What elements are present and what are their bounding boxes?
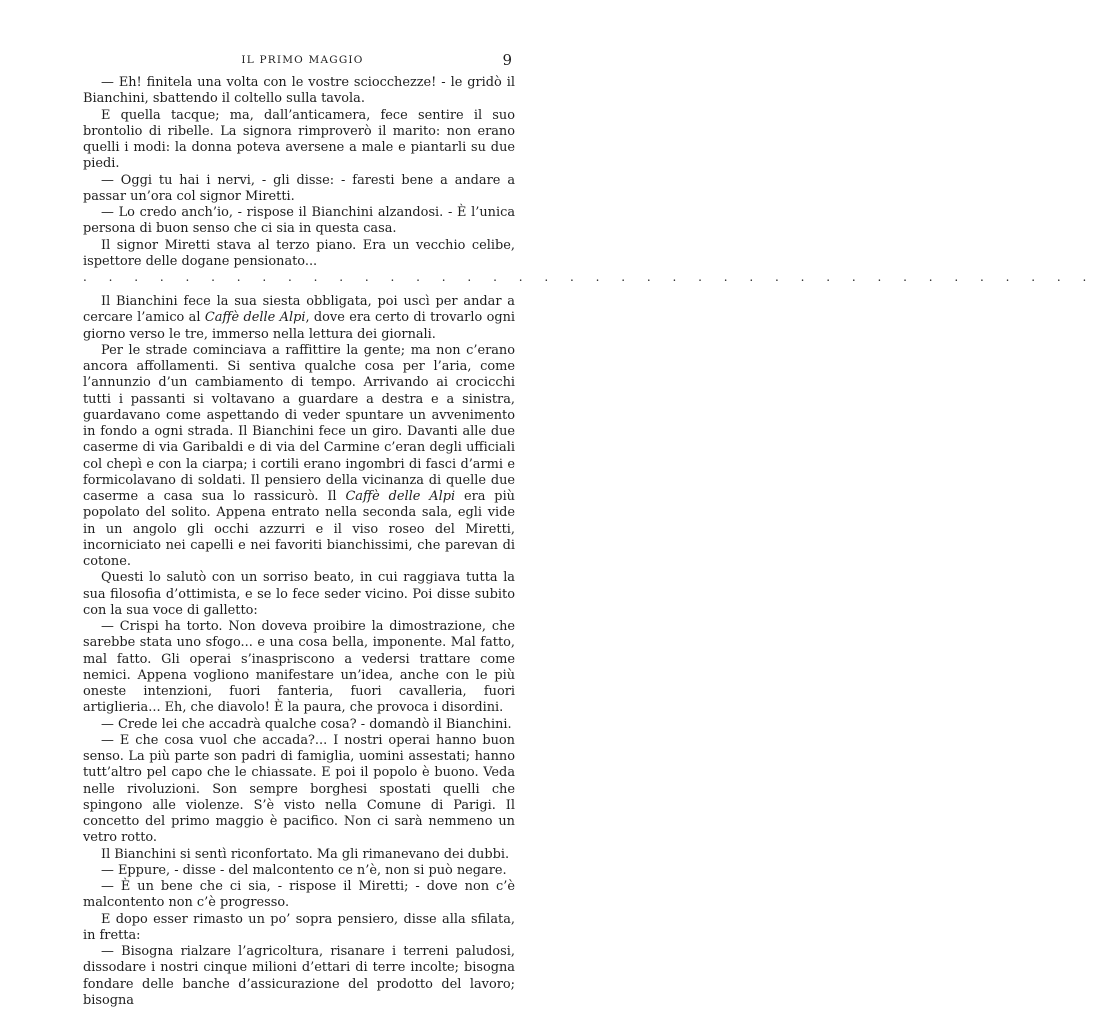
paragraph: Il signor Miretti stava al terzo piano. Era un vecchio celibe, ispettore delle dogane pensionato... (83, 237, 515, 269)
cafe-name: Caffè delle Alpi (204, 310, 306, 326)
paragraph: — Eh! finitela una volta con le vostre sciocchezze! - le gridò il Bianchini, sbattendo il coltello sulla tavola. (83, 75, 515, 107)
running-title: IL PRIMO MAGGIO (241, 54, 364, 66)
page-number: 9 (502, 51, 512, 69)
paragraph: Il Bianchini si sentì riconfortato. Ma gli rimanevano dei dubbi. (101, 846, 510, 862)
paragraph: — E che cosa vuol che accada?... I nostri operai hanno buon senso. La più parte son padri di famiglia, uomini assestati; hanno tutt’altro pel capo che le chiassate. E poi il popolo è buono. Veda nelle rivoluzioni. Son sempre borghesi spostati quelli che spingono alle violenze. S’è visto nella Comune di Parigi. Il concetto del primo maggio è pacifico. Non ci sarà nemmeno un vetro rotto. (83, 732, 515, 846)
paragraph: — Eppure, - disse - del malcontento ce n’è, non si può negare. (101, 862, 507, 878)
paragraph: — Lo credo anch’io, - rispose il Bianchini alzandosi. - È l’unica persona di buon senso che ci sia in questa casa. (83, 205, 515, 237)
running-head (0, 51, 605, 70)
paragraph: Il Bianchini fece la sua siesta obbligata, poi uscì per andar a cercare l’amico al Caffè delle Alpi, dove era certo di trovarlo ogni giorno verso le tre, immerso nella lettura dei giornali. (83, 294, 516, 342)
paragraph: — Crispi ha torto. Non doveva proibire la dimostrazione, che sarebbe stata uno sfogo... e una cosa bella, imponente. Mal fatto, mal fatto. Gli operai s’inaspriscono a vedersi trattare come nemici. Appena vogliono manifestare un’idea, anche con le più oneste intenzioni, fuori fanteria, fuori cavalleria, fuori artiglieria... Eh, che diavolo! È la paura, che provoca i disordini. (83, 619, 515, 716)
paragraph: — Bisogna rialzare l’agricoltura, risanare i terreni paludosi, dissodare i nostri cinque milioni d’ettari di terre incolte; bisogna fondare delle banche d’assicurazione del prodotto del lavoro; bisogna (83, 944, 515, 1008)
paragraph: E quella tacque; ma, dall’anticamera, fece sentire il suo brontolio di ribelle. La signora rimproverò il marito: non erano quelli i modi: la donna poteva aversene a male e piantarli su due piedi. (83, 107, 515, 172)
paragraph: E dopo esser rimasto un po’ sopra pensiero, disse alla sfilata, in fretta: (83, 911, 515, 943)
body-text (83, 75, 1095, 1009)
cafe-name: Caffè delle Alpi (345, 489, 456, 504)
paragraph: Per le strade cominciava a raffittire la gente; ma non c’erano ancora affollamenti. Si sentiva qualche cosa per l’aria, come l’annunzio d’un cambiamento di tempo. Arrivando ai crocicchi tutti i passanti si voltavano a guardare a destra e a sinistra, guardavano come aspettando di veder spuntare un avvenimento in fondo a ogni strada. Il Bianchini fece un giro. Davanti alle due caserme di via Garibaldi e di via del Carmine c’eran degli ufficiali col chepì e con la ciarpa; i cortili erano ingombri di fasci d’armi e formicolavano di soldati. Il pensiero della vicinanza di quelle due caserme a casa sua lo rassicurò. Il Caffè delle Alpi era più popolato del solito. Appena entrato nella seconda sala, egli vide in un angolo gli occhi azzurri e il viso roseo del Miretti, incorniciato nei capelli e nei favoriti bianchissimi, che parevan di cotone. (83, 342, 515, 569)
paragraph: — È un bene che ci sia, - rispose il Miretti; - dove non c’è malcontento non c’è progresso. (83, 879, 515, 911)
paragraph: — Crede lei che accadrà qualche cosa? - domandò il Bianchini. (101, 716, 512, 732)
paragraph: — Oggi tu hai i nervi, - gli disse: - faresti bene a andare a passar un’ora col signor Miretti. (83, 172, 515, 204)
paragraph: Questi lo salutò con un sorriso beato, in cui raggiava tutta la sua filosofia d’ottimista, e se lo fece seder vicino. Poi disse subito con la sua voce di galletto: (83, 570, 515, 618)
section-separator: . . . . . . . . . . . . . . . . . . . . . . . . . . . . . . . . . . . . . . . . (83, 270, 1095, 284)
